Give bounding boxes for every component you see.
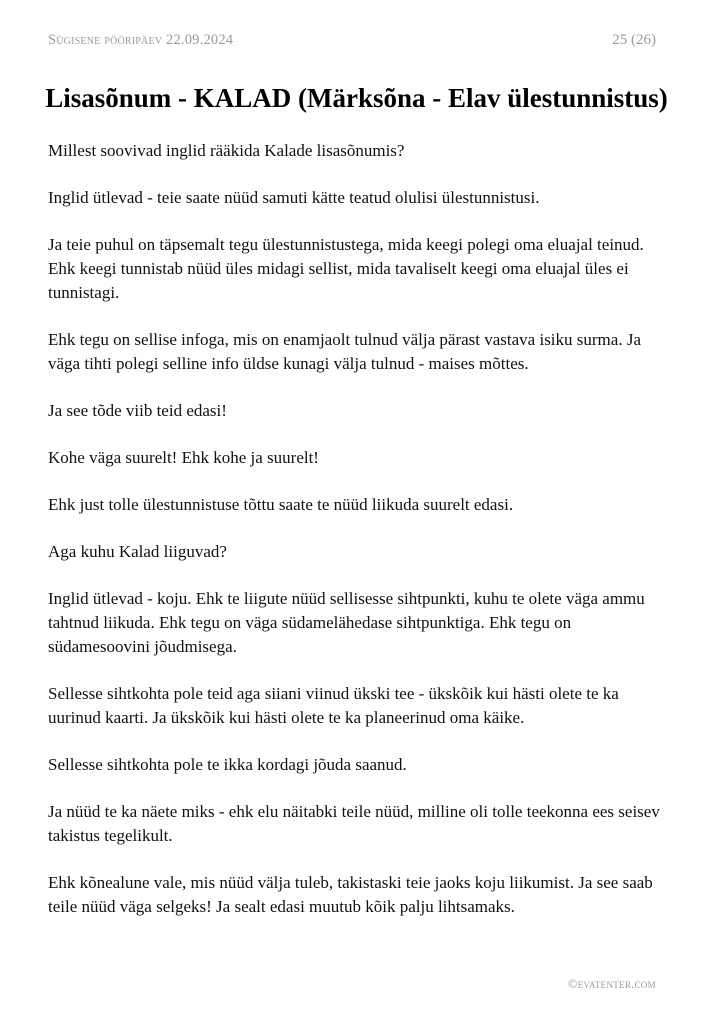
paragraph: Inglid ütlevad - teie saate nüüd samuti kätte teatud olulisi ülestunnistusi.: [48, 188, 540, 207]
running-header-date: Sügisene pööripäev 22.09.2024: [48, 32, 234, 48]
paragraph: Aga kuhu Kalad liiguvad?: [48, 542, 227, 561]
paragraph: Ehk just tolle ülestunnistuse tõttu saate te nüüd liikuda suurelt edasi.: [48, 495, 514, 514]
paragraph: Ehk kõnealune vale, mis nüüd välja tuleb, takistaski teie jaoks koju liikumist. Ja see saab teile nüüd väga selgeks! Ja sealt edasi muutub kõik palju lihtsamaks.: [48, 873, 653, 916]
page-title: Lisasõnum - KALAD (Märksõna - Elav ülestunnistus): [45, 83, 668, 113]
paragraph: Ja see tõde viib teid edasi!: [48, 401, 227, 420]
paragraph: Kohe väga suurelt! Ehk kohe ja suurelt!: [48, 448, 319, 467]
paragraph: Millest soovivad inglid rääkida Kalade lisasõnumis?: [48, 141, 405, 160]
document-body: [48, 139, 668, 942]
paragraph: Ja teie puhul on täpsemalt tegu ülestunnistustega, mida keegi polegi oma eluajal teinud. Ehk keegi tunnistab nüüd üles midagi sellist, mida tavaliselt keegi oma eluajal üles ei tunnistagi.: [48, 235, 644, 302]
paragraph: Sellesse sihtkohta pole te ikka kordagi jõuda saanud.: [48, 755, 407, 774]
copyright-footer: ©evatenter.com: [567, 977, 656, 991]
page-number: 25 (26): [612, 32, 656, 48]
paragraph: Ehk tegu on sellise infoga, mis on enamjaolt tulnud välja pärast vastava isiku surma. Ja väga tihti polegi selline info üldse kunagi välja tulnud - maises mõttes.: [48, 330, 641, 373]
paragraph: Ja nüüd te ka näete miks - ehk elu näitabki teile nüüd, milline oli tolle teekonna ees seisev takistus tegelikult.: [48, 802, 660, 845]
paragraph: Sellesse sihtkohta pole teid aga siiani viinud ükski tee - ükskõik kui hästi olete te ka uurinud kaarti. Ja ükskõik kui hästi olete te ka planeerinud oma käike.: [48, 684, 619, 727]
paragraph: Inglid ütlevad - koju. Ehk te liigute nüüd sellisesse sihtpunkti, kuhu te olete väga ammu tahtnud liikuda. Ehk tegu on väga südamelähedase sihtpunktiga. Ehk tegu on südamesoovini jõudmisega.: [48, 589, 645, 656]
